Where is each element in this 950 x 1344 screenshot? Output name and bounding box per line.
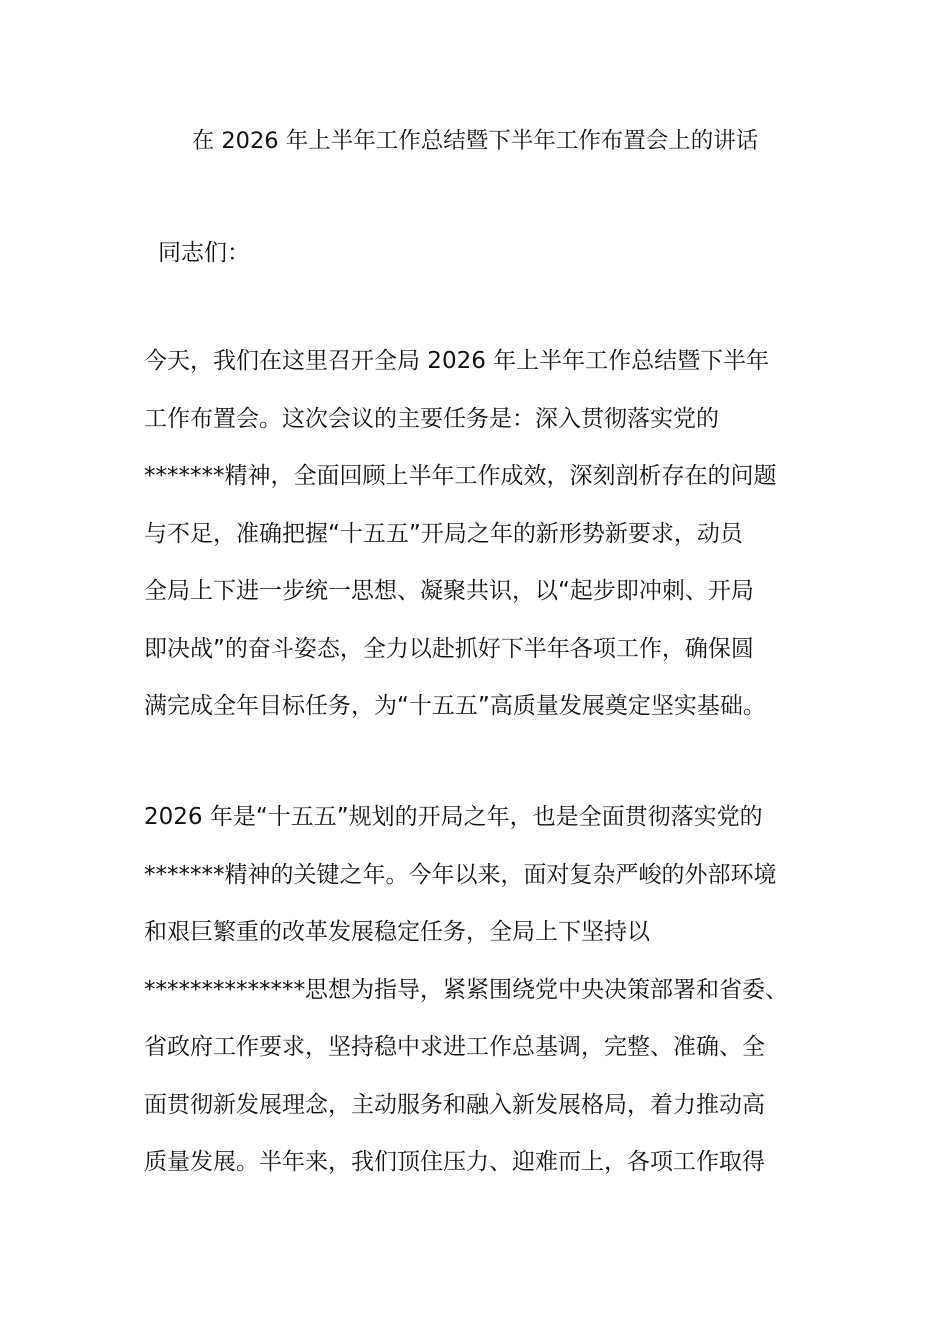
text-line: *******精神，全面回顾上半年工作成效，深刻剖析存在的问题 (144, 463, 777, 489)
salutation: 同志们： (158, 240, 250, 266)
paragraph-opening (144, 333, 824, 736)
paragraph-review (144, 789, 824, 1192)
text-line: 工作布置会。这次会议的主要任务是：深入贯彻落实党的 (144, 405, 719, 432)
text-line: 即决战”的奋斗姿态，全力以赴抓好下半年各项工作，确保圆 (144, 635, 754, 662)
text-line: 全局上下进一步统一思想、凝聚共识，以“起步即冲刺、开局 (144, 578, 754, 604)
document-title: 在 2026 年上半年工作总结暨下半年工作布置会上的讲话 (191, 128, 759, 154)
text-line: 今天，我们在这里召开全局 2026 年上半年工作总结暨下半年 (144, 348, 770, 374)
text-line: 2026 年是“十五五”规划的开局之年，也是全面贯彻落实党的 (144, 804, 763, 830)
text-line: 满完成全年目标任务，为“十五五”高质量发展奠定坚实基础。 (144, 693, 766, 719)
text-line: **************思想为指导，紧紧围绕党中央决策部署和省委、 (144, 976, 788, 1003)
text-line: 和艰巨繁重的改革发展稳定任务，全局上下坚持以 (144, 919, 650, 945)
text-line: 与不足，准确把握“十五五”开局之年的新形势新要求，动员 (144, 520, 743, 547)
text-line: 质量发展。半年来，我们顶住压力、迎难而上，各项工作取得 (144, 1149, 765, 1175)
text-line: *******精神的关键之年。今年以来，面对复杂严峻的外部环境 (144, 861, 777, 888)
text-line: 面贯彻新发展理念，主动服务和融入新发展格局，着力推动高 (144, 1091, 765, 1118)
text-line: 省政府工作要求，坚持稳中求进工作总基调，完整、准确、全 (144, 1034, 765, 1060)
